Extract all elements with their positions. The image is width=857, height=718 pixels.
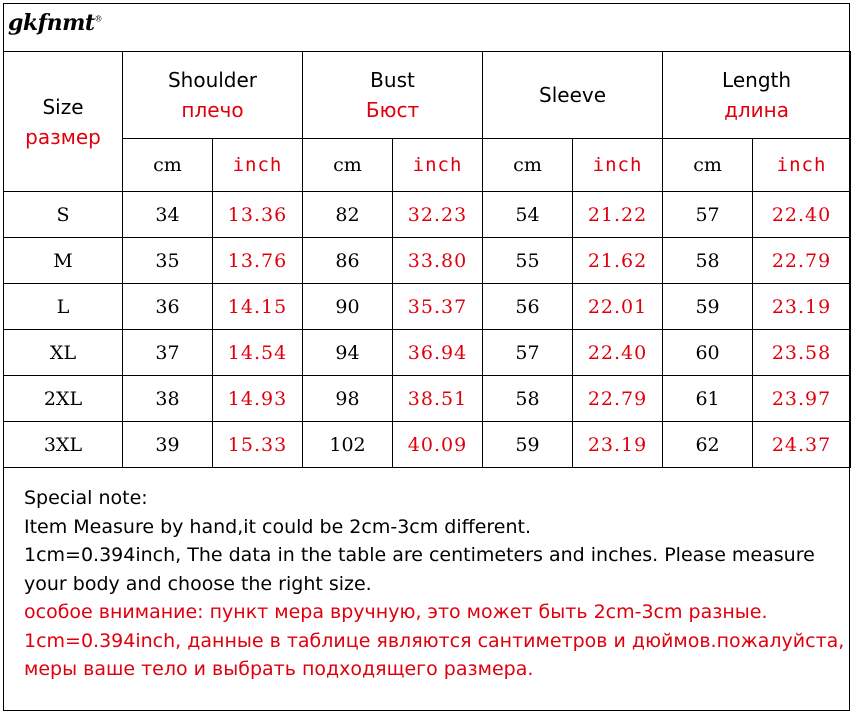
size-cell: 2XL xyxy=(4,376,123,422)
size-cell: XL xyxy=(4,330,123,376)
note-line: your body and choose the right size. xyxy=(24,572,372,595)
bust-cm-cell: 90 xyxy=(303,284,393,330)
header-row xyxy=(4,52,851,139)
bust-inch-cell: 40.09 xyxy=(393,422,483,468)
bust-inch-cell: 32.23 xyxy=(393,192,483,238)
table-row xyxy=(4,330,851,376)
length-header-ru: длина xyxy=(724,98,790,122)
size-header xyxy=(4,52,123,192)
unit-cm-bust: cm xyxy=(303,139,393,192)
shoulder-inch-cell: 14.15 xyxy=(213,284,303,330)
table-row xyxy=(4,376,851,422)
size-cell: M xyxy=(4,238,123,284)
unit-inch-bust: inch xyxy=(393,139,483,192)
registered-mark: ® xyxy=(94,14,103,24)
size-cell: 3XL xyxy=(4,422,123,468)
length-cm-cell: 60 xyxy=(663,330,753,376)
size-chart-table xyxy=(3,51,851,468)
note-line: Special note: xyxy=(24,487,148,509)
table-row xyxy=(4,422,851,468)
length-header xyxy=(663,52,851,139)
bust-inch-cell: 36.94 xyxy=(393,330,483,376)
shoulder-cm-cell: 39 xyxy=(123,422,213,468)
sleeve-inch-cell: 23.19 xyxy=(573,422,663,468)
unit-cm-length: cm xyxy=(663,139,753,192)
sleeve-cm-cell: 59 xyxy=(483,422,573,468)
sleeve-cm-cell: 55 xyxy=(483,238,573,284)
sleeve-inch-cell: 22.01 xyxy=(573,284,663,330)
shoulder-inch-cell: 15.33 xyxy=(213,422,303,468)
table-row xyxy=(4,284,851,330)
shoulder-cm-cell: 38 xyxy=(123,376,213,422)
shoulder-inch-cell: 13.36 xyxy=(213,192,303,238)
bust-cm-cell: 82 xyxy=(303,192,393,238)
unit-cm-shoulder: cm xyxy=(123,139,213,192)
shoulder-cm-cell: 35 xyxy=(123,238,213,284)
length-cm-cell: 62 xyxy=(663,422,753,468)
table-row xyxy=(4,238,851,284)
shoulder-header-ru: плечо xyxy=(181,98,244,122)
table-row xyxy=(4,192,851,238)
sleeve-header-en: Sleeve xyxy=(539,83,607,107)
sleeve-header xyxy=(483,52,663,139)
shoulder-inch-cell: 14.93 xyxy=(213,376,303,422)
sleeve-inch-cell: 22.40 xyxy=(573,330,663,376)
bust-inch-cell: 35.37 xyxy=(393,284,483,330)
bust-cm-cell: 94 xyxy=(303,330,393,376)
special-notes xyxy=(24,484,844,684)
shoulder-inch-cell: 13.76 xyxy=(213,238,303,284)
bust-header-ru: Бюст xyxy=(365,98,420,122)
size-cell: S xyxy=(4,192,123,238)
unit-inch-length: inch xyxy=(753,139,851,192)
sleeve-inch-cell: 22.79 xyxy=(573,376,663,422)
shoulder-inch-cell: 14.54 xyxy=(213,330,303,376)
length-inch-cell: 23.58 xyxy=(753,330,851,376)
sleeve-cm-cell: 54 xyxy=(483,192,573,238)
shoulder-cm-cell: 34 xyxy=(123,192,213,238)
note-line-ru: меры ваше тело и выбрать подходящего размера. xyxy=(24,658,534,680)
length-inch-cell: 22.79 xyxy=(753,238,851,284)
size-header-ru: размер xyxy=(25,124,101,149)
size-cell: L xyxy=(4,284,123,330)
shoulder-cm-cell: 36 xyxy=(123,284,213,330)
note-line: Item Measure by hand,it could be 2cm-3cm different. xyxy=(24,515,532,538)
length-cm-cell: 58 xyxy=(663,238,753,284)
bust-inch-cell: 38.51 xyxy=(393,376,483,422)
brand-logo-text: gkfnmt xyxy=(8,10,95,36)
length-cm-cell: 61 xyxy=(663,376,753,422)
bust-inch-cell: 33.80 xyxy=(393,238,483,284)
length-inch-cell: 23.97 xyxy=(753,376,851,422)
shoulder-cm-cell: 37 xyxy=(123,330,213,376)
length-cm-cell: 59 xyxy=(663,284,753,330)
sleeve-cm-cell: 57 xyxy=(483,330,573,376)
brand-logo xyxy=(8,10,102,36)
bust-header-en: Bust xyxy=(370,68,415,92)
bust-cm-cell: 102 xyxy=(303,422,393,468)
sleeve-inch-cell: 21.62 xyxy=(573,238,663,284)
length-cm-cell: 57 xyxy=(663,192,753,238)
length-inch-cell: 22.40 xyxy=(753,192,851,238)
bust-header xyxy=(303,52,483,139)
note-line: 1cm=0.394inch, The data in the table are centimeters and inches. Please measure xyxy=(24,544,815,566)
unit-inch-sleeve: inch xyxy=(573,139,663,192)
length-header-en: Length xyxy=(722,68,792,92)
note-line-ru: особое внимание: пункт мера вручную, это может быть 2cm-3cm разные. xyxy=(24,601,768,623)
size-header-en: Size xyxy=(42,94,84,119)
sleeve-cm-cell: 58 xyxy=(483,376,573,422)
unit-cm-sleeve: cm xyxy=(483,139,573,192)
note-line-ru: 1cm=0.394inch, данные в таблице являются сантиметров и дюймов.пожалуйста, xyxy=(24,629,845,652)
length-inch-cell: 24.37 xyxy=(753,422,851,468)
shoulder-header xyxy=(123,52,303,139)
sleeve-inch-cell: 21.22 xyxy=(573,192,663,238)
bust-cm-cell: 98 xyxy=(303,376,393,422)
sleeve-cm-cell: 56 xyxy=(483,284,573,330)
bust-cm-cell: 86 xyxy=(303,238,393,284)
unit-row xyxy=(4,139,851,192)
length-inch-cell: 23.19 xyxy=(753,284,851,330)
unit-inch-shoulder: inch xyxy=(213,139,303,192)
shoulder-header-en: Shoulder xyxy=(167,68,258,92)
